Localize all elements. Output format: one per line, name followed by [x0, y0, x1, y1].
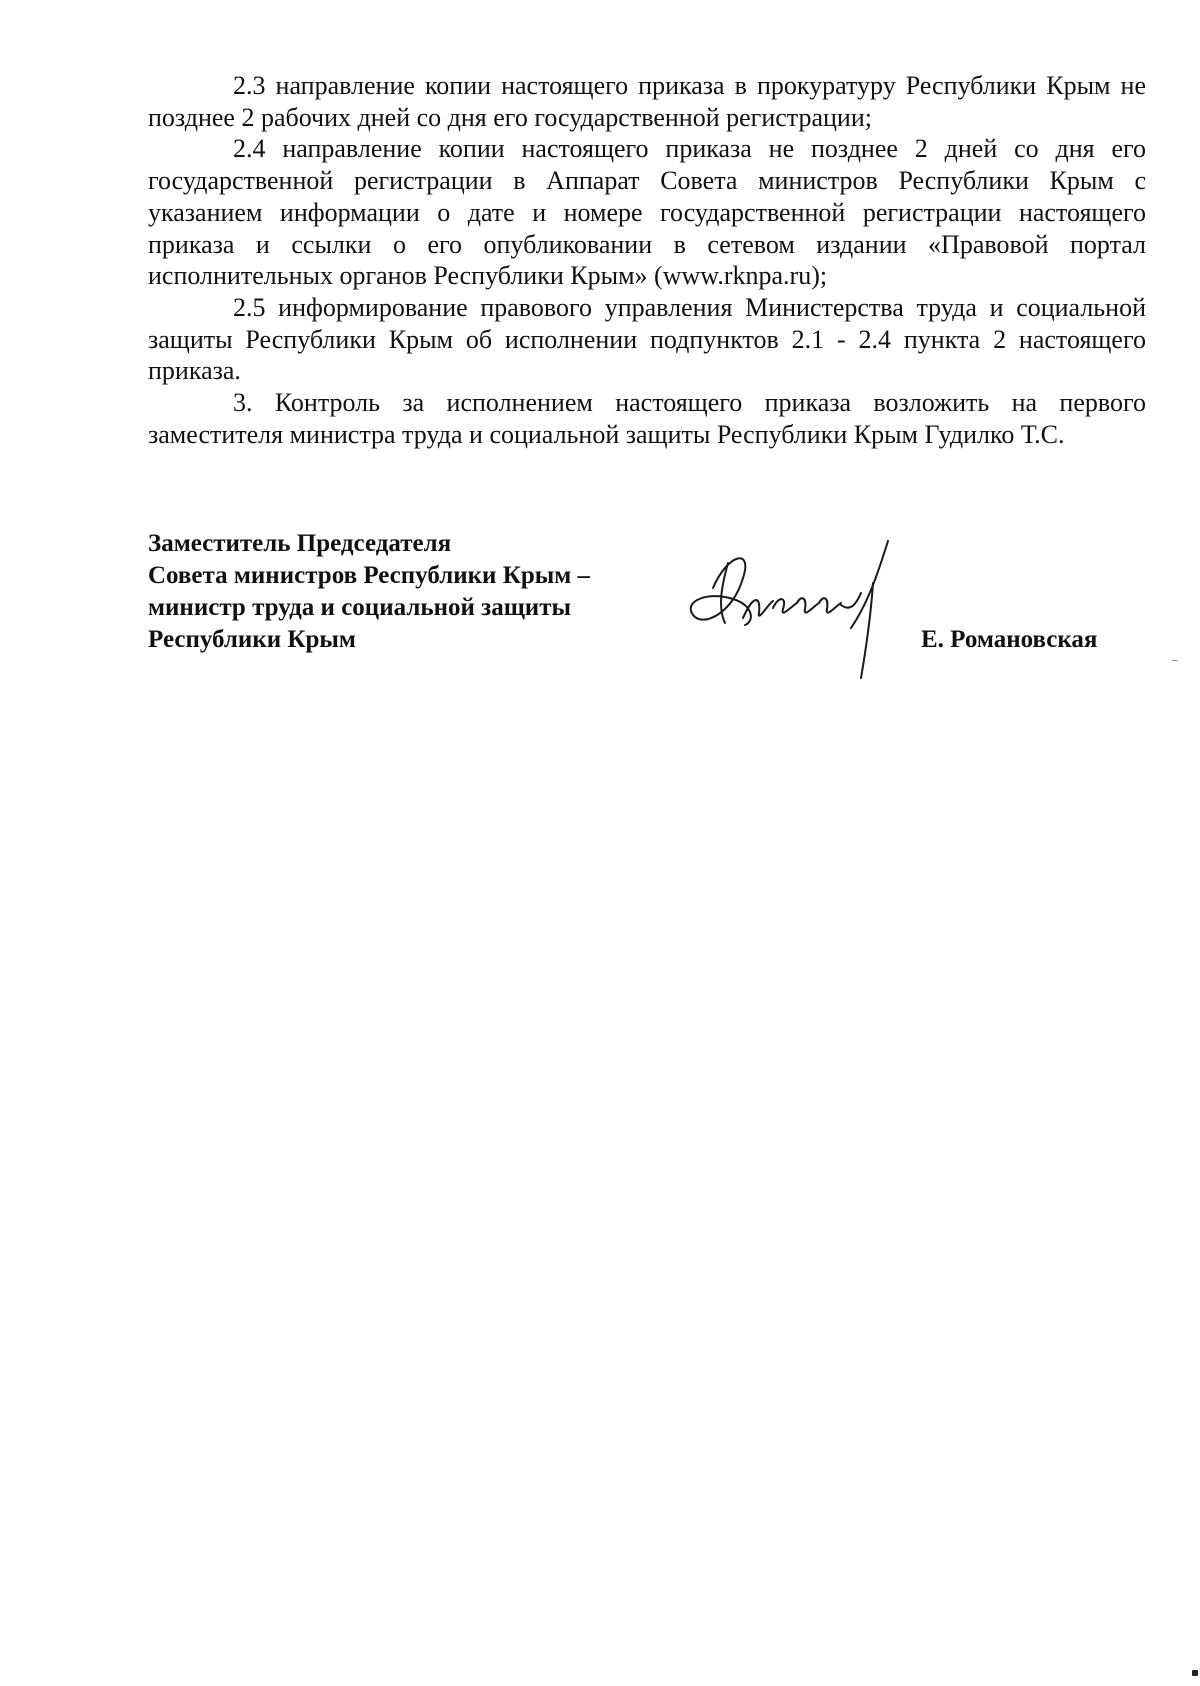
signer-position-line: министр труда и социальной защиты — [148, 594, 571, 621]
document-body — [148, 70, 1146, 450]
paragraph-2-4: 2.4 направление копии настоящего приказа не позднее 2 дней со дня его государственной регистрации в Аппарат Совета министров Республики Крым с указанием информации о дате и номере государственной регистрации настоящего приказа и ссылки о его опубликовании в сетевом издании «Правовой портал исполнительных органов Республики Крым» (www.rknpa.ru); — [148, 134, 1146, 291]
signature-block — [148, 528, 1148, 688]
scan-corner-mark — [1192, 1670, 1198, 1676]
signer-position-line: Совета министров Республики Крым – — [148, 562, 591, 589]
paragraph-3: 3. Контроль за исполнением настоящего приказа возложить на первого заместителя министра труда и социальной защиты Республики Крым Гудилко Т.С. — [148, 388, 1146, 449]
signer-name: Е. Романовская — [921, 626, 1098, 653]
signer-position — [148, 528, 668, 656]
signer-position-line: Республики Крым — [148, 626, 356, 653]
paragraph-2-5: 2.5 информирование правового управления Министерства труда и социальной защиты Республики Крым об исполнении подпунктов 2.1 - 2.4 пункта 2 настоящего приказа. — [148, 292, 1146, 386]
signer-position-line: Заместитель Председателя — [148, 530, 452, 557]
scan-edge-mark — [1172, 660, 1178, 661]
handwritten-signature-icon — [673, 533, 913, 683]
paragraph-2-3: 2.3 направление копии настоящего приказа в прокуратуру Республики Крым не позднее 2 рабочих дней со дня его государственной регистрации; — [148, 71, 1146, 132]
